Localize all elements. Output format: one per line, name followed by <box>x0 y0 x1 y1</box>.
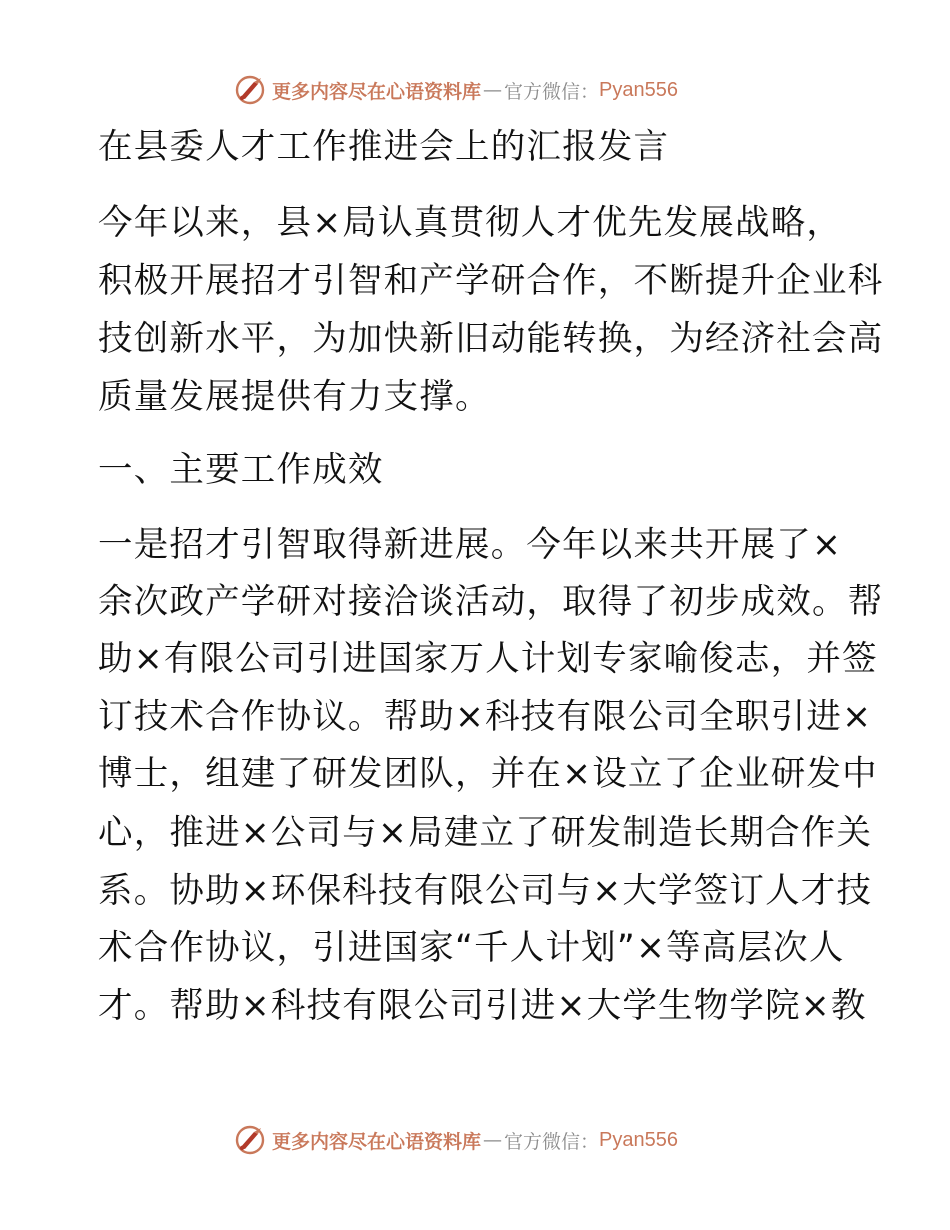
paragraph-line: 助×有限公司引进国家万人计划专家喻俊志，并签 <box>98 639 878 679</box>
paragraph-line: 一是招才引智取得新进展。今年以来共开展了× <box>98 525 843 565</box>
paragraph-line: 质量发展提供有力支撑。 <box>98 377 491 417</box>
watermark-text: 更多内容尽在心语资料库 <box>272 80 482 103</box>
paragraph-line: 积极开展招才引智和产学研合作，不断提升企业科 <box>98 261 884 301</box>
watermark-wechat-id: Pyan556 <box>599 1128 678 1151</box>
header-watermark-banner <box>0 70 950 110</box>
watermark-dash: — <box>483 1129 503 1151</box>
paragraph-line: 订技术合作协议。帮助×科技有限公司全职引进× <box>98 697 873 737</box>
paragraph-line: 余次政产学研对接洽谈活动，取得了初步成效。帮 <box>98 582 884 622</box>
document-title: 在县委人才工作推进会上的汇报发言 <box>98 127 670 167</box>
paragraph-line: 系。协助×环保科技有限公司与×大学签订人才技 <box>98 871 873 911</box>
watermark-wechat-id: Pyan556 <box>599 78 678 101</box>
paragraph-line: 博士，组建了研发团队，并在×设立了企业研发中 <box>98 754 878 794</box>
quill-logo-icon <box>234 74 266 106</box>
footer-watermark-banner <box>0 1120 950 1160</box>
paragraph-line: 今年以来，县×局认真贯彻人才优先发展战略， <box>98 203 843 243</box>
paragraph-line: 才。帮助×科技有限公司引进×大学生物学院×教 <box>98 986 867 1026</box>
watermark-text: 更多内容尽在心语资料库 <box>272 1130 482 1153</box>
paragraph-line: 技创新水平，为加快新旧动能转换，为经济社会高 <box>98 319 884 359</box>
paragraph-line: 心，推进×公司与×局建立了研发制造长期合作关 <box>98 813 873 853</box>
watermark-dash: — <box>483 79 503 101</box>
paragraph-line: 术合作协议，引进国家“千人计划”×等高层次人 <box>98 928 845 968</box>
section-heading: 一、主要工作成效 <box>98 450 384 490</box>
watermark-official-label: 官方微信： <box>504 80 600 103</box>
quill-logo-icon <box>234 1124 266 1156</box>
watermark-official-label: 官方微信： <box>504 1130 600 1153</box>
